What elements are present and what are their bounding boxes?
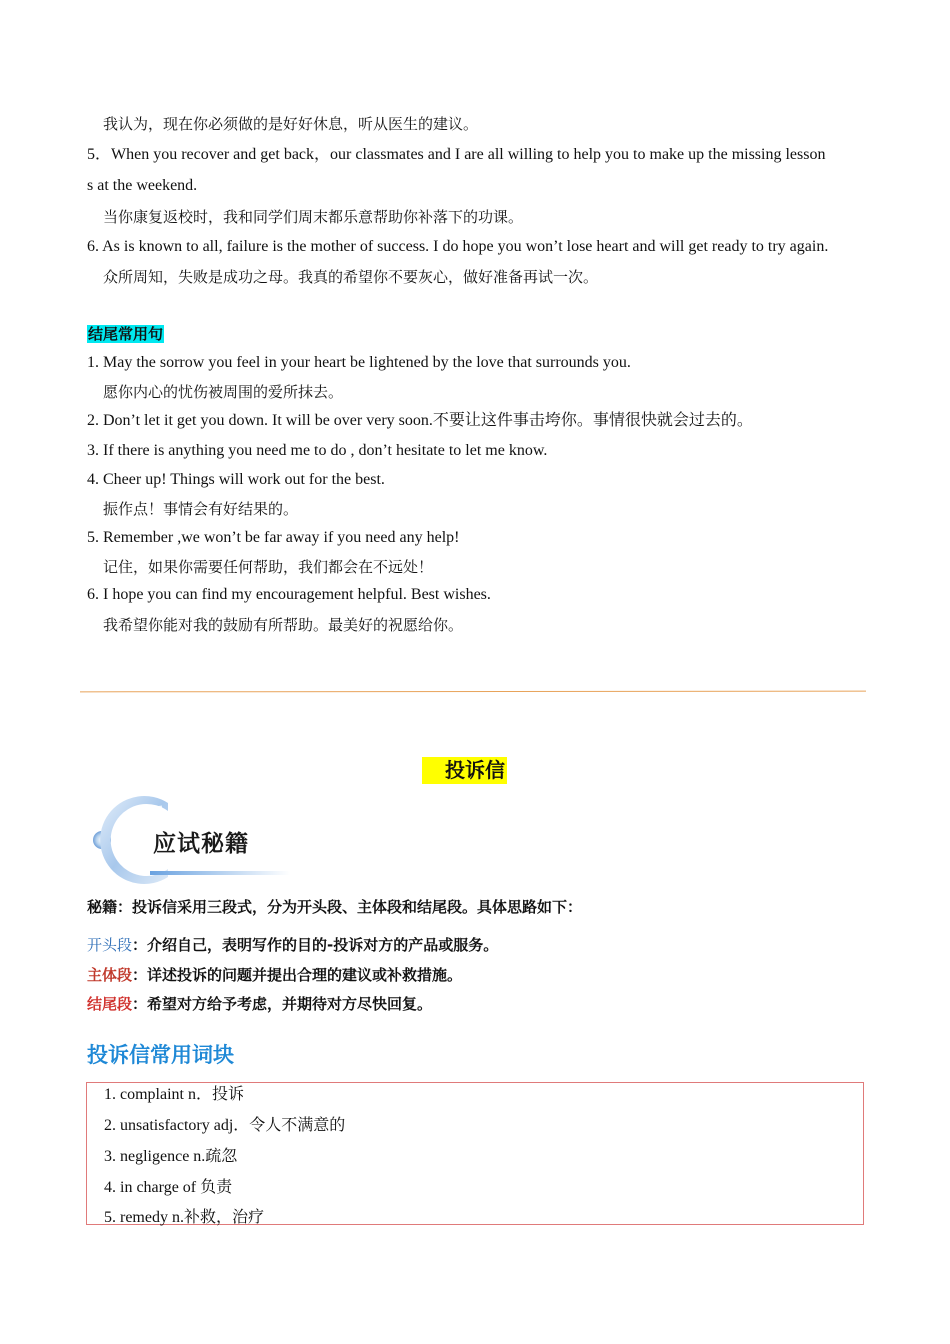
- vocab-item: 5. remedy n.补救，治疗: [104, 1209, 264, 1226]
- section-divider: [80, 691, 866, 693]
- ending-sentence: 1. May the sorrow you feel in your heart be lightened by the love that surrounds you.: [87, 354, 631, 371]
- banner-text: 应试秘籍: [153, 831, 249, 857]
- vocab-box: [86, 1082, 864, 1225]
- example-sentence: 6. As is known to all, failure is the mother of success. I do hope you won’t lose heart and will get ready to try again.: [87, 238, 829, 255]
- opening-paragraph-line: [87, 934, 498, 956]
- structure-intro: 秘籍：投诉信采用三段式，分为开头段、主体段和结尾段。具体思路如下：: [87, 898, 583, 916]
- ending-sentence: 6. I hope you can find my encouragement helpful. Best wishes.: [87, 586, 491, 603]
- ending-sentence: 5. Remember ,we won’t be far away if you need any help!: [87, 529, 460, 546]
- opening-label: 开头段: [87, 936, 133, 954]
- body-paragraph-line: [87, 964, 462, 986]
- closing-text: ：希望对方给予考虑，并期待对方尽快回复。: [132, 995, 433, 1013]
- vocab-item: 3. negligence n.疏忽: [104, 1148, 238, 1165]
- example-sentence-wrap: s at the weekend.: [87, 177, 198, 194]
- closing-paragraph-line: [87, 993, 432, 1015]
- ending-sentence: 4. Cheer up! Things will work out for the best.: [87, 471, 385, 488]
- ending-heading-text: 结尾常用句: [88, 325, 164, 343]
- vocab-item: 1. complaint n．投诉: [104, 1086, 244, 1103]
- ending-translation: 记住，如果你需要任何帮助，我们都会在不远处！: [103, 558, 434, 576]
- translation-line: 当你康复返校时，我和同学们周末都乐意帮助你补落下的功课。: [103, 208, 524, 226]
- example-sentence: 5．When you recover and get back，our classmates and I are all willing to help you to make up the missing lesson: [87, 146, 826, 163]
- vocab-item: 2. unsatisfactory adj．令人不满意的: [104, 1117, 346, 1134]
- translation-line: 我认为，现在你必须做的是好好休息，听从医生的建议。: [103, 115, 479, 133]
- translation-line: 众所周知，失败是成功之母。我真的希望你不要灰心，做好准备再试一次。: [103, 268, 599, 286]
- body-label: 主体段: [87, 966, 133, 984]
- exam-tips-banner: [88, 795, 293, 885]
- ending-sentence: 2. Don’t let it get you down. It will be over very soon.不要让这件事击垮你。事情很快就会过去的。: [87, 412, 753, 429]
- closing-label: 结尾段: [87, 995, 133, 1013]
- ending-translation: 我希望你能对我的鼓励有所帮助。最美好的祝愿给你。: [103, 616, 464, 634]
- ending-translation: 振作点！事情会有好结果的。: [103, 500, 299, 518]
- vocab-heading: 投诉信常用词块: [87, 1043, 234, 1067]
- vocab-item: 4. in charge of 负责: [104, 1179, 233, 1196]
- section-title: 投诉信: [422, 757, 507, 784]
- ending-sentence: 3. If there is anything you need me to do , don’t hesitate to let me know.: [87, 442, 548, 459]
- ending-section-heading: [87, 323, 164, 345]
- opening-text: ：介绍自己，表明写作的目的-投诉对方的产品或服务。: [132, 936, 499, 954]
- body-text: ：详述投诉的问题并提出合理的建议或补救措施。: [132, 966, 463, 984]
- banner-underline: [150, 871, 290, 875]
- ending-translation: 愿你内心的忧伤被周围的爱所抹去。: [103, 383, 344, 401]
